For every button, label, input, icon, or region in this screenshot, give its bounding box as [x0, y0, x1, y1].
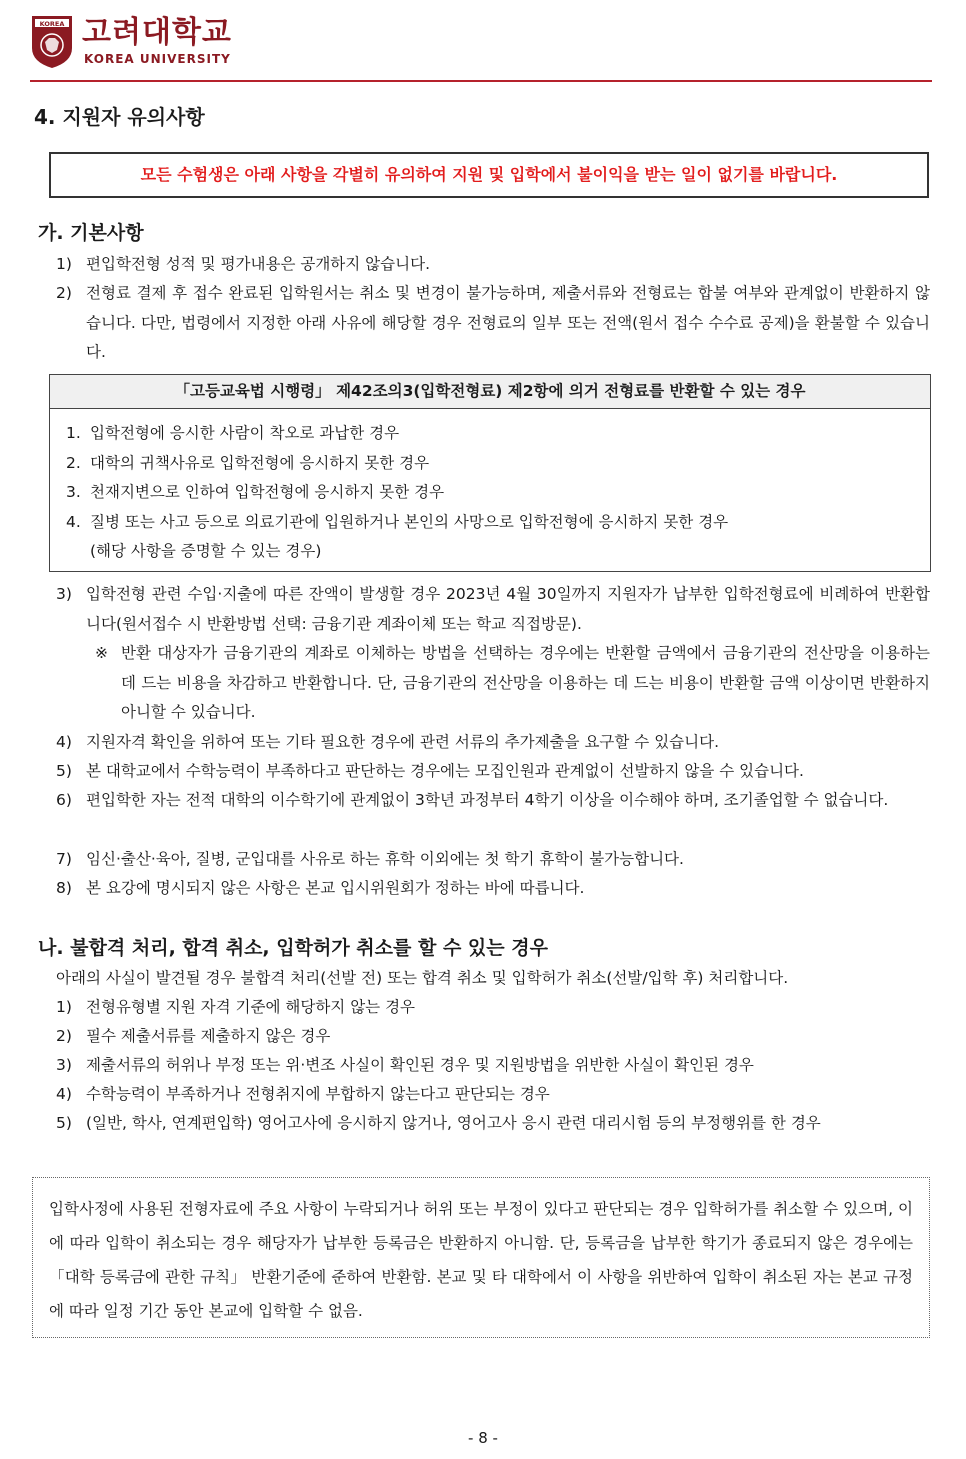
item-text: 수학능력이 부족하거나 전형취지에 부합하지 않는다고 판단되는 경우 [86, 1085, 550, 1103]
list-item [56, 1051, 930, 1081]
refund-list [50, 409, 930, 567]
refund-item [66, 508, 930, 538]
list-item [56, 1080, 930, 1110]
refund-item [66, 419, 930, 449]
item-text: 제출서류의 허위나 부정 또는 위·변조 사실이 확인된 경우 및 지원방법을 위반한 사실이 확인된 경우 [86, 1056, 754, 1074]
item-text: 전형료 결제 후 접수 완료된 입학원서는 취소 및 변경이 불가능하며, 제출서류와 전형료는 합불 여부와 관계없이 반환하지 않습니다. 다만, 법령에서 지정한 아래 사유에 해당할 경우 전형료의 일부 또는 전액(원서 접수 수수료 공제)을 환불할 수 있습니다. [86, 284, 930, 361]
item-text: 편입학전형 성적 및 평가내용은 공개하지 않습니다. [86, 255, 430, 273]
refund-item [66, 478, 930, 508]
list-item [56, 786, 930, 816]
list-item [56, 728, 930, 758]
item-number: 1) [56, 998, 72, 1016]
list-item [56, 874, 930, 904]
logo-english: KOREA UNIVERSITY [84, 52, 231, 66]
reference-mark: ※ [95, 644, 108, 662]
list-item [56, 580, 930, 639]
item-number: 1) [56, 255, 72, 273]
item-number: 4) [56, 1085, 72, 1103]
item-number: 8) [56, 879, 72, 897]
refund-cases-box [49, 374, 931, 572]
refund-item-note-text: (해당 사항을 증명할 수 있는 경우) [90, 542, 322, 560]
refund-item-number: 3. [66, 483, 81, 501]
refund-item-text: 질병 또는 사고 등으로 의료기관에 입원하거나 본인의 사망으로 입학전형에 응시하지 못한 경우 [90, 512, 729, 531]
item-number: 5) [56, 762, 72, 780]
refund-box-title: 「고등교육법 시행령」 제42조의3(입학전형료) 제2항에 의거 전형료를 반환할 수 있는 경우 [50, 375, 930, 409]
item-text: 편입학한 자는 전적 대학의 이수학기에 관계없이 3학년 과정부터 4학기 이상을 이수해야 하며, 조기졸업할 수 없습니다. [86, 791, 889, 809]
item-number: 2) [56, 1027, 72, 1045]
list-item [56, 1109, 930, 1139]
refund-item [66, 449, 930, 479]
subsection-a-title: 가. 기본사항 [38, 222, 144, 244]
item-text: (일반, 학사, 연계편입학) 영어고사에 응시하지 않거나, 영어고사 응시 관련 대리시험 등의 부정행위를 한 경우 [86, 1114, 821, 1132]
refund-item-text: 입학전형에 응시한 사람이 착오로 과납한 경우 [90, 424, 400, 442]
refund-item-number: 4. [66, 512, 81, 531]
refund-item-number: 2. [66, 453, 81, 472]
notice-box: 모든 수험생은 아래 사항을 각별히 유의하여 지원 및 입학에서 불이익을 받는 일이 없기를 바랍니다. [49, 152, 929, 198]
item-number: 4) [56, 733, 72, 751]
item-number: 3) [56, 585, 72, 603]
section-title: 4. 지원자 유의사항 [34, 105, 205, 129]
item-number: 7) [56, 850, 72, 868]
item-number: 6) [56, 791, 72, 809]
admission-cancellation-note: 입학사정에 사용된 전형자료에 주요 사항이 누락되거나 허위 또는 부정이 있다고 판단되는 경우 입학허가를 취소할 수 있으며, 이에 따라 입학이 취소되는 경우 해당자가 납부한 등록금은 반환하지 아니함. 단, 등록금을 납부한 학기가 종료되지 않은 경우에는 「대학 등록금에 관한 규칙」 반환기준에 준하여 반환함. 본교 및 타 대학에서 이 사항을 위반하여 입학이 취소된 자는 본교 규정에 따라 일정 기간 동안 본교에 입학할 수 없음. [32, 1177, 930, 1338]
list-item [56, 250, 930, 280]
item-number: 2) [56, 284, 72, 302]
page-header [30, 14, 932, 82]
item-text: 입학전형 관련 수입·지출에 따른 잔액이 발생할 경우 2023년 4월 30일까지 지원자가 납부한 입학전형료에 비례하여 반환합니다(원서접수 시 반환방법 선택: 금융기관 계좌이체 또는 학교 직접방문). [86, 585, 930, 633]
refund-item-note [66, 537, 930, 567]
page-number: - 8 - [468, 1429, 498, 1447]
item-text: 지원자격 확인을 위하여 또는 기타 필요한 경우에 관련 서류의 추가제출을 요구할 수 있습니다. [86, 733, 720, 751]
refund-item-text: 천재지변으로 인하여 입학전형에 응시하지 못한 경우 [90, 483, 445, 501]
list-item [56, 1022, 930, 1052]
refund-method-note [95, 639, 930, 728]
note-text: 반환 대상자가 금융기관의 계좌로 이체하는 방법을 선택하는 경우에는 반환할 금액에서 금융기관의 전산망을 이용하는 데 드는 비용을 차감하고 반환합니다. 단, 금융기관의 전산망을 이용하는 데 드는 비용이 반환할 금액 이상이면 반환하지 아니할 수 있습니다. [121, 644, 930, 721]
list-item [56, 845, 930, 875]
refund-item-number: 1. [66, 424, 81, 442]
university-seal-icon [30, 14, 74, 70]
item-text: 본 요강에 명시되지 않은 사항은 본교 입시위원회가 정하는 바에 따릅니다. [86, 879, 585, 897]
list-item [56, 279, 930, 368]
item-text: 전형유형별 지원 자격 기준에 해당하지 않는 경우 [86, 998, 416, 1016]
item-number: 3) [56, 1056, 72, 1074]
item-text: 본 대학교에서 수학능력이 부족하다고 판단하는 경우에는 모집인원과 관계없이 선발하지 않을 수 있습니다. [86, 762, 804, 780]
logo-korean: 고려대학교 [82, 15, 232, 50]
refund-item-text: 대학의 귀책사유로 입학전형에 응시하지 못한 경우 [90, 453, 430, 472]
item-number: 5) [56, 1114, 72, 1132]
seal-text: KOREA [39, 20, 65, 28]
item-text: 임신·출산·육아, 질병, 군입대를 사유로 하는 휴학 이외에는 첫 학기 휴학이 불가능합니다. [86, 850, 684, 868]
item-text: 필수 제출서류를 제출하지 않은 경우 [86, 1027, 331, 1045]
list-item [56, 993, 930, 1023]
list-item [56, 757, 930, 787]
subsection-b-intro: 아래의 사실이 발견될 경우 불합격 처리(선발 전) 또는 합격 취소 및 입학허가 취소(선발/입학 후) 처리합니다. [56, 969, 789, 987]
subsection-b-title: 나. 불합격 처리, 합격 취소, 입학허가 취소를 할 수 있는 경우 [38, 937, 548, 959]
